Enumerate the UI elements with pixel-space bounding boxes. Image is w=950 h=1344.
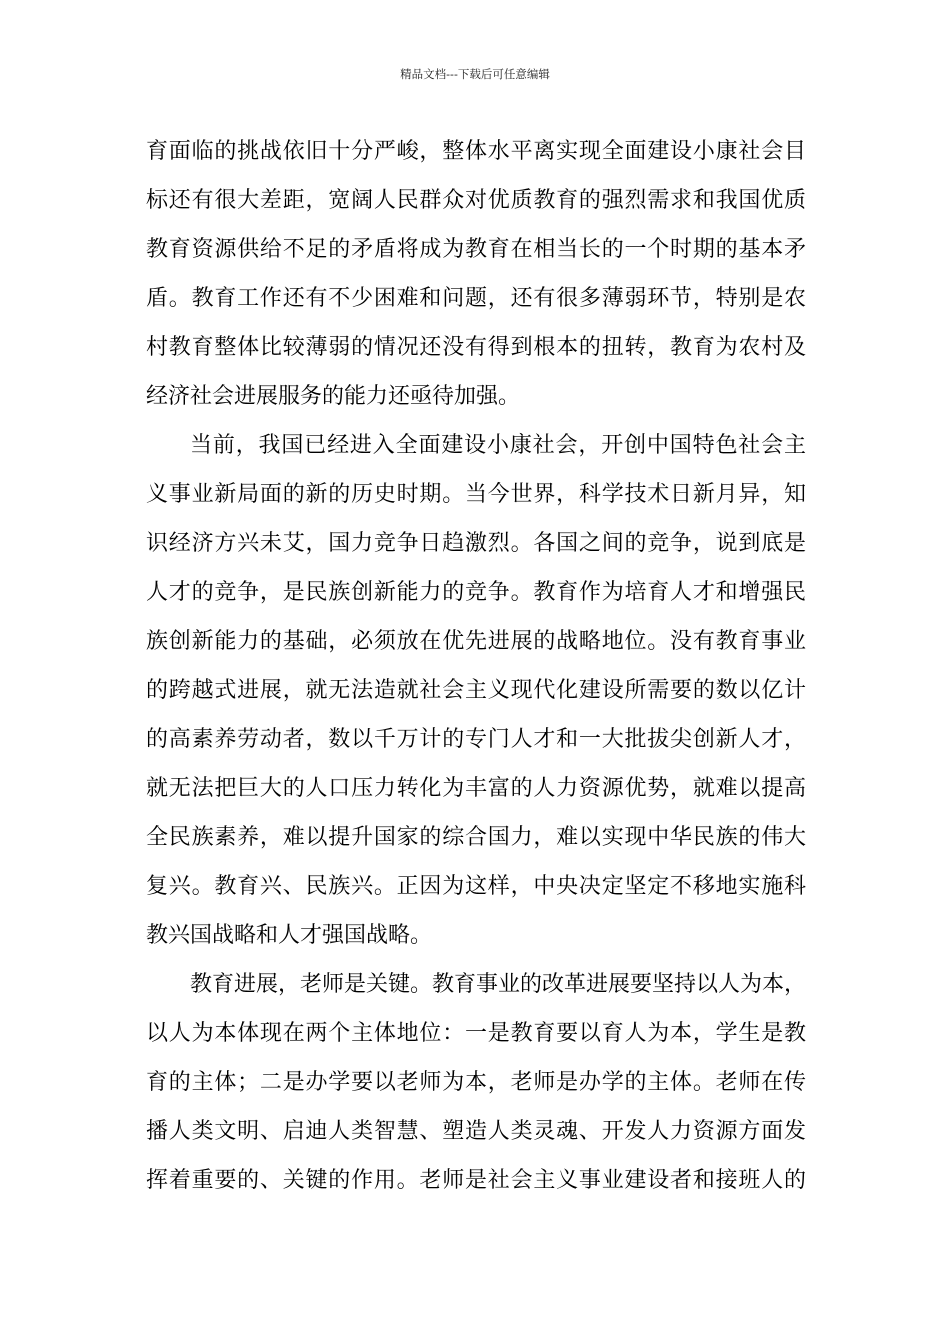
text-line: 教育资源供给不足的矛盾将成为教育在相当长的一个时期的基本矛 [146, 237, 806, 262]
text-line: 复兴。教育兴、民族兴。正因为这样，中央决定坚定不移地实施科 [146, 874, 806, 899]
document-body [146, 136, 806, 1214]
text-line: 标还有很大差距，宽阔人民群众对优质教育的强烈需求和我国优质 [146, 188, 806, 213]
paragraph-1 [146, 136, 806, 430]
text-line: 教兴国战略和人才强国战略。 [146, 923, 433, 948]
paragraph-3 [146, 969, 806, 1214]
text-line: 村教育整体比较薄弱的情况还没有得到根本的扭转，教育为农村及 [146, 335, 806, 360]
text-line: 以人为本体现在两个主体地位：一是教育要以育人为本，学生是教 [146, 1021, 806, 1046]
paragraph-2 [146, 430, 806, 969]
page-header: 精品文档---下载后可任意编辑 [400, 67, 550, 81]
text-line: 人才的竞争，是民族创新能力的竞争。教育作为培育人才和增强民 [146, 580, 806, 605]
text-line: 育的主体；二是办学要以老师为本，老师是办学的主体。老师在传 [146, 1070, 806, 1095]
text-line: 挥着重要的、关键的作用。老师是社会主义事业建设者和接班人的 [146, 1168, 806, 1193]
text-line: 就无法把巨大的人口压力转化为丰富的人力资源优势，就难以提高 [146, 776, 806, 801]
text-line: 盾。教育工作还有不少困难和问题，还有很多薄弱环节，特别是农 [146, 286, 806, 311]
text-line: 教育进展，老师是关键。教育事业的改革进展要坚持以人为本， [190, 972, 807, 997]
text-line: 全民族素养，难以提升国家的综合国力，难以实现中华民族的伟大 [146, 825, 806, 850]
text-line: 育面临的挑战依旧十分严峻，整体水平离实现全面建设小康社会目 [146, 139, 806, 164]
text-line: 义事业新局面的新的历史时期。当今世界，科学技术日新月异，知 [146, 482, 806, 507]
text-line: 的跨越式进展，就无法造就社会主义现代化建设所需要的数以亿计 [146, 678, 806, 703]
text-line: 族创新能力的基础，必须放在优先进展的战略地位。没有教育事业 [146, 629, 806, 654]
text-line: 当前，我国已经进入全面建设小康社会，开创中国特色社会主 [190, 433, 806, 458]
text-line: 的高素养劳动者，数以千万计的专门人才和一大批拔尖创新人才， [146, 727, 806, 752]
text-line: 识经济方兴未艾，国力竞争日趋激烈。各国之间的竞争，说到底是 [146, 531, 806, 556]
text-line: 经济社会进展服务的能力还亟待加强。 [146, 384, 521, 409]
text-line: 播人类文明、启迪人类智慧、塑造人类灵魂、开发人力资源方面发 [146, 1119, 806, 1144]
